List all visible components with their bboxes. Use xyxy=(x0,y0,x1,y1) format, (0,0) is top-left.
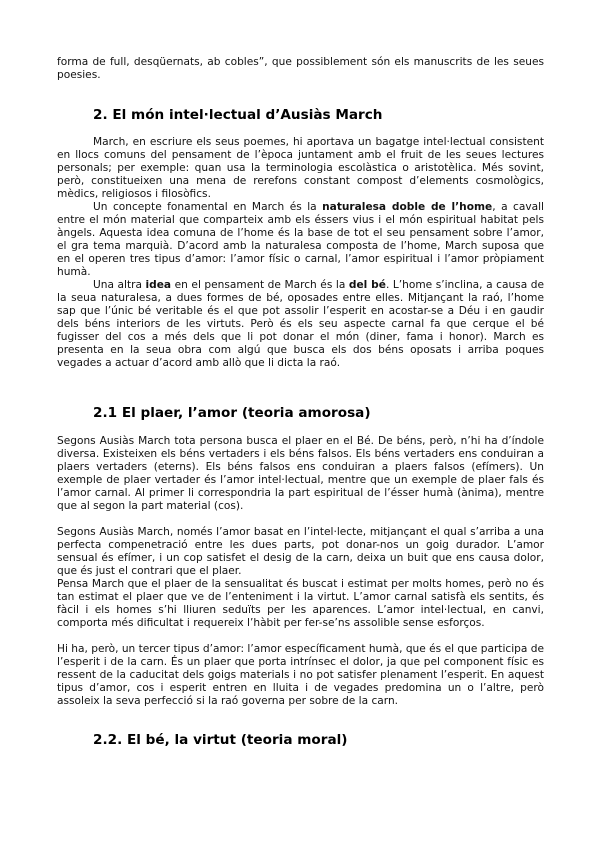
section-2-1-paragraph-4: Hi ha, però, un tercer tipus d’amor: l’amor específicament humà, que és el que participa de l’esperit i de la carn. És un plaer que porta intrínsec el dolor, ja que pel component físic es ressent de la caducitat dels goigs materials i no pot satisfer plenament l’esperit. En aquest tipus d’amor, cos i esperit entren en lluita i de vegades predomina un o l’altre, però assoleix la seva perfecció si la raó governa per sobre de la carn. xyxy=(57,643,544,707)
term-del-be: del bé xyxy=(348,279,386,291)
section-2-paragraph-1: March, en escriure els seus poemes, hi aportava un bagatge intel·lectual consistent en llocs comuns del pensament de l’època juntament amb el fruit de les seues lectures personals; per exemple: quan usa la terminologia escolàstica o aristotèlica. Més sovint, però, constitueixen una mena de rerefons constant compost d’elements cosmològics, mèdics, religiosos i filosòfics. xyxy=(57,136,544,200)
section-2-heading: 2. El món intel·lectual d’Ausiàs March xyxy=(93,107,383,123)
intro-paragraph: forma de full, desqüernats, ab cobles”, que possiblement són els manuscrits de les seues poesies. xyxy=(57,56,544,81)
section-2-paragraph-2: Un concepte fonamental en March és la naturalesa doble de l’home, a cavall entre el món material que comparteix amb els éssers vius i el món espiritual habitat pels àngels. Aquesta idea comuna de l’home és la base de tot el seu pensament sobre l’amor, el gra tema marquià. D’acord amb la naturalesa composta de l’home, March suposa que en el operen tres tipus d’amor: l’amor físic o carnal, l’amor espiritual i l’amor pròpiament humà. xyxy=(57,201,545,278)
section-2-1-paragraph-1: Segons Ausiàs March tota persona busca el plaer en el Bé. De béns, però, n’hi ha d’índole diversa. Existeixen els béns vertaders i els béns falsos. Els béns vertaders ens conduiran a plaers vertaders (eterns). Els béns falsos ens conduiran a plaers falsos (efímers). Un exemple de plaer vertader és l’amor intel·lectual, mentre que un exemple de plaer fals és l’amor carnal. Al primer li correspondria la part espiritual de l’ésser humà (ànima), mentre que al segon la part material (cos). xyxy=(57,435,544,512)
section-2-1-heading: 2.1 El plaer, l’amor (teoria amorosa) xyxy=(93,405,371,421)
section-2-paragraph-3: Una altra idea en el pensament de March és la del bé. L’home s’inclina, a causa de la seua naturalesa, a dues formes de bé, oposades entre elles. Mitjançant la raó, l’home sap que l’únic bé veritable és el que pot assolir l’esperit en acostar-se a Déu i en gaudir dels béns interiors de les virtuts. Però és els seu aspecte carnal fa que cerque el bé fugisser del cos a més dels que li pot donar el món (diner, fama i honor). March es presenta en la seua obra com algú que busca els dos béns oposats i arriba poques vegades a actuar d’acord amb allò que li dicta la raó. xyxy=(57,279,544,369)
section-2-1-paragraph-2: Segons Ausiàs March, només l’amor basat en l’intel·lecte, mitjançant el qual s’arriba a una perfecta compenetració entre les dues parts, pot donar-nos un goig durador. L’amor sensual és efímer, i un cop satisfet el desig de la carn, deixa un buit que ens causa dolor, que és just el contrari que el plaer. xyxy=(57,526,544,577)
document-page xyxy=(57,56,544,748)
term-idea: idea xyxy=(145,279,172,291)
section-2-2-heading: 2.2. El bé, la virtut (teoria moral) xyxy=(93,732,348,748)
section-2-1-paragraph-3: Pensa March que el plaer de la sensualitat és buscat i estimat per molts homes, però no és tan estimat el plaer que ve de l’enteniment i la virtut. L’amor carnal satisfà els sentits, és fàcil i els homes s’hi lliuren seduïts per les aparences. L’amor intel·lectual, en canvi, comporta més dificultat i requereix l’hàbit per fer-se’ns assolible sense esforços. xyxy=(57,578,544,629)
term-naturalesa-doble: naturalesa doble de l’home xyxy=(322,201,493,213)
